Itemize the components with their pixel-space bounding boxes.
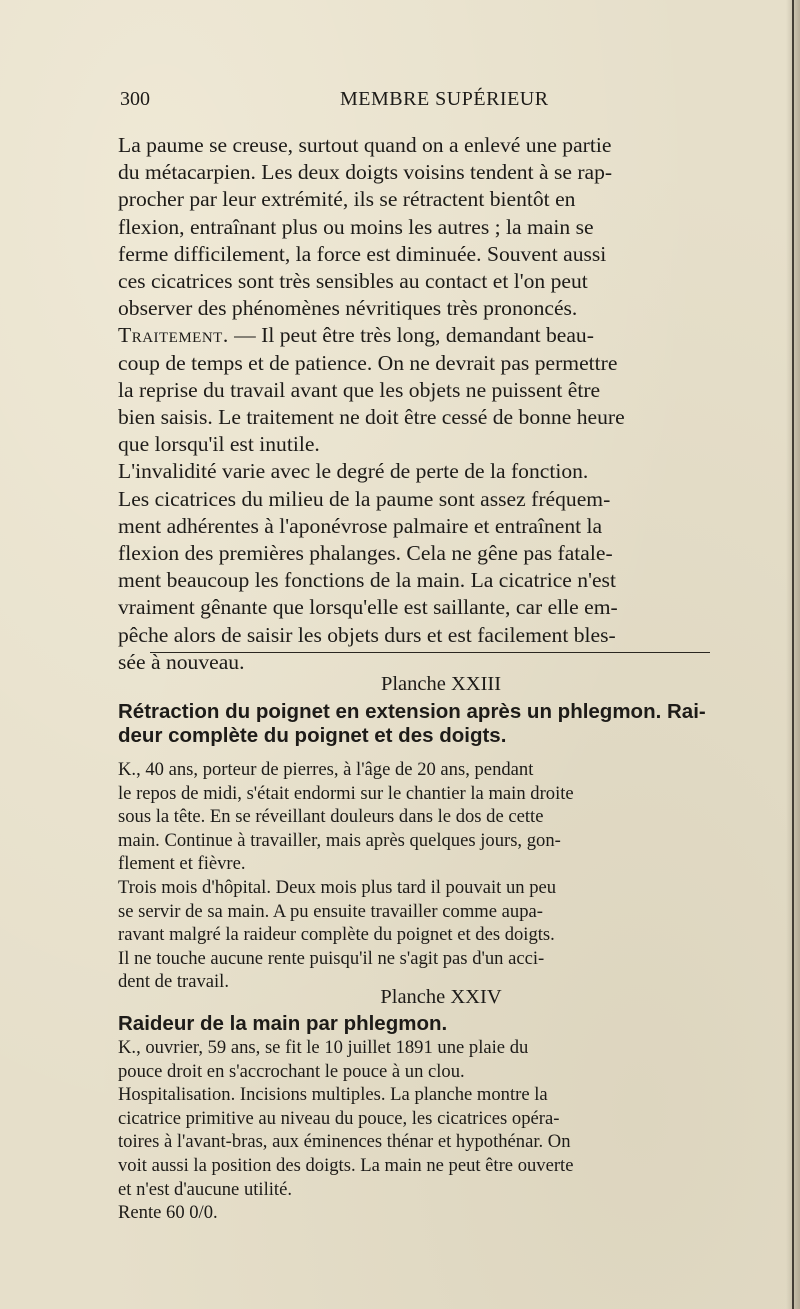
- body-line: ment adhérentes à l'aponévrose palmaire et entraînent la: [118, 513, 603, 538]
- plate-24-line: pouce droit en s'accrochant le pouce à un clou.: [118, 1060, 465, 1082]
- body-line: sée à nouveau.: [118, 649, 245, 674]
- plate-24-line: K., ouvrier, 59 ans, se fit le 10 juillet 1891 une plaie du: [118, 1037, 529, 1058]
- plate-23-line: Il ne touche aucune rente puisqu'il ne s'agit pas d'un acci-: [118, 947, 545, 969]
- body-line: que lorsqu'il est inutile.: [118, 432, 320, 457]
- section-divider: [150, 652, 710, 653]
- body-line: procher par leur extrémité, ils se rétractent bientôt en: [118, 187, 576, 212]
- plate-23-line: le repos de midi, s'était endormi sur le chantier la main droite: [118, 782, 574, 804]
- body-line: la reprise du travail avant que les objets ne puissent être: [118, 377, 601, 402]
- caption-line: deur complète du poignet et des doigts.: [118, 724, 507, 747]
- body-line: ment beaucoup les fonctions de la main. La cicatrice n'est: [118, 568, 616, 593]
- plate-24-line: toires à l'avant-bras, aux éminences thénar et hypothénar. On: [118, 1131, 571, 1153]
- plate-23-line: se servir de sa main. A pu ensuite travailler comme aupa-: [118, 900, 543, 922]
- page-edge-line: [792, 0, 794, 1309]
- plate-23-title: Planche XXIII: [380, 673, 502, 695]
- plate-23-line: flement et fièvre.: [118, 853, 246, 875]
- plate-23-line: K., 40 ans, porteur de pierres, à l'âge de 20 ans, pendant: [118, 759, 534, 780]
- body-line: Les cicatrices du milieu de la paume sont assez fréquem-: [118, 486, 611, 511]
- page-header: [118, 88, 764, 112]
- plate-24-line: cicatrice primitive au niveau du pouce, les cicatrices opéra-: [118, 1107, 560, 1129]
- body-line: observer des phénomènes névritiques très prononcés.: [118, 296, 578, 321]
- body-line: ferme difficilement, la force est diminuée. Souvent aussi: [118, 241, 607, 266]
- body-line: flexion, entraînant plus ou moins les autres ; la main se: [118, 214, 594, 239]
- plate-23-line: ravant malgré la raideur complète du poignet et des doigts.: [118, 924, 555, 946]
- body-line: flexion des premières phalanges. Cela ne gêne pas fatale-: [118, 541, 613, 566]
- plate-24-line: et n'est d'aucune utilité.: [118, 1178, 292, 1200]
- plate-24-line: Hospitalisation. Incisions multiples. La planche montre la: [118, 1084, 548, 1106]
- plate-23-line: sous la tête. En se réveillant douleurs dans le dos de cette: [118, 806, 544, 828]
- plate-23-text: [118, 758, 764, 994]
- plate-23-caption: [118, 700, 764, 748]
- body-line: vraiment gênante que lorsqu'elle est saillante, car elle em-: [118, 595, 618, 620]
- body-line: bien saisis. Le traitement ne doit être cessé de bonne heure: [118, 405, 625, 430]
- plate-24-line: voit aussi la position des doigts. La main ne peut être ouverte: [118, 1154, 574, 1176]
- plate-24-title: Planche XXIV: [380, 986, 502, 1008]
- traitement-text: — Il peut être très long, demandant beau-: [228, 323, 594, 348]
- body-line: L'invalidité varie avec le degré de perte de la fonction.: [118, 459, 589, 484]
- body-line: coup de temps et de patience. On ne devrait pas permettre: [118, 350, 618, 375]
- plate-24-line: Rente 60 0/0.: [118, 1202, 218, 1224]
- plate-24-text: [118, 1036, 764, 1225]
- page-number: 300: [120, 88, 150, 110]
- traitement-paragraph-first-line: [118, 322, 764, 349]
- body-line: du métacarpien. Les deux doigts voisins tendent à se rap-: [118, 160, 613, 185]
- caption-line: Rétraction du poignet en extension après un phlegmon. Rai-: [118, 700, 706, 723]
- plate-23-line: dent de travail.: [118, 971, 229, 993]
- caption-line: Raideur de la main par phlegmon.: [118, 1012, 448, 1035]
- body-line: La paume se creuse, surtout quand on a enlevé une partie: [118, 133, 612, 157]
- plate-24-caption: [118, 1012, 764, 1036]
- plate-23-line: main. Continue à travailler, mais après quelques jours, gon-: [118, 829, 561, 851]
- body-line: pêche alors de saisir les objets durs et est facilement bles-: [118, 622, 616, 647]
- body-text: [118, 132, 764, 676]
- body-line: ces cicatrices sont très sensibles au contact et l'on peut: [118, 269, 588, 294]
- traitement-label: Traitement.: [118, 323, 229, 348]
- running-title: MEMBRE SUPÉRIEUR: [340, 88, 549, 110]
- plate-23-line: Trois mois d'hôpital. Deux mois plus tard il pouvait un peu: [118, 876, 557, 898]
